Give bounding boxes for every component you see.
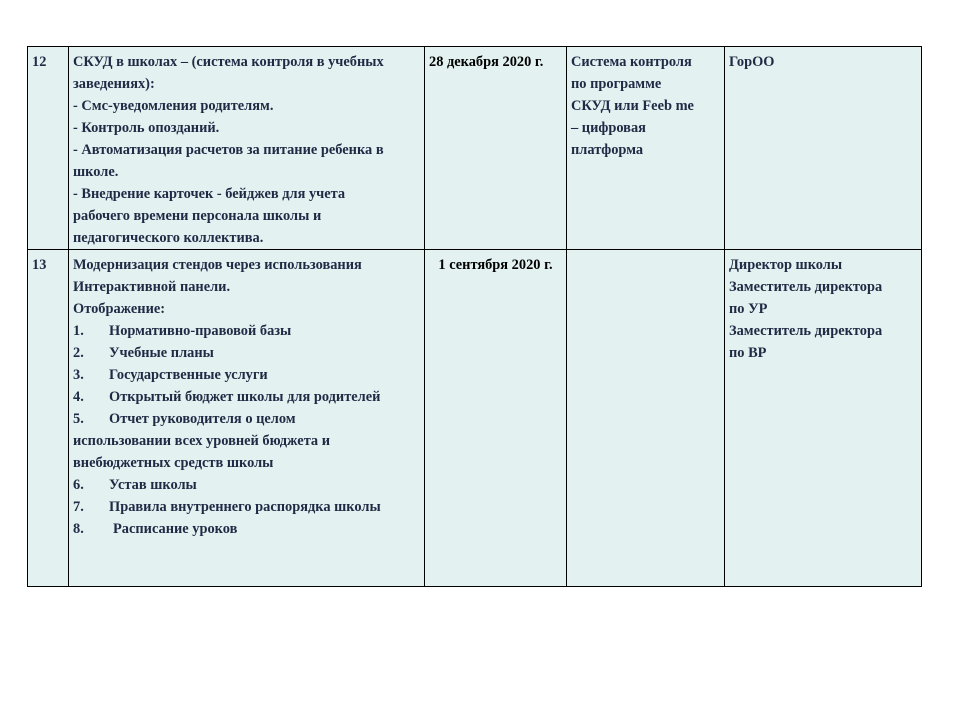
desc-line: - Автоматизация расчетов за питание ребенка в	[73, 142, 384, 158]
responsible-cell	[725, 47, 922, 250]
list-item: 3. Государственные услуги	[73, 367, 268, 383]
table-row	[28, 47, 922, 250]
row-number-cell: 12	[28, 47, 69, 250]
platform-cell	[567, 250, 725, 587]
list-item: 1. Нормативно-правовой базы	[73, 323, 292, 339]
desc-line: - Внедрение карточек - бейджев для учета	[73, 186, 346, 202]
date-cell: 1 сентября 2020 г.	[425, 250, 567, 587]
responsible-line: по УР	[729, 301, 768, 317]
desc-line: - Контроль опозданий.	[73, 120, 220, 136]
list-item: 5. Отчет руководителя о целом	[73, 411, 296, 427]
responsible-line: Заместитель директора	[729, 323, 883, 339]
desc-line: - Смс-уведомления родителям.	[73, 98, 274, 114]
responsible-line: Заместитель директора	[729, 279, 883, 295]
platform-cell	[567, 47, 725, 250]
responsible-line: Директор школы	[729, 257, 843, 273]
row-number-cell: 13	[28, 250, 69, 587]
desc-line: Отображение:	[73, 301, 166, 317]
responsible-line: ГорОО	[729, 54, 775, 70]
date-cell: 28 декабря 2020 г.	[425, 47, 567, 250]
list-item-continuation: внебюджетных средств школы	[73, 455, 274, 471]
list-item: 8. Расписание уроков	[73, 521, 238, 537]
platform-line: Система контроля	[571, 54, 692, 70]
description-cell	[69, 250, 425, 587]
desc-line: рабочего времени персонала школы и	[73, 208, 322, 224]
desc-line: педагогического коллектива.	[73, 230, 264, 246]
desc-line: Интерактивной панели.	[73, 279, 231, 295]
list-item: 2. Учебные планы	[73, 345, 214, 361]
desc-line: заведениях):	[73, 76, 155, 92]
responsible-line: по ВР	[729, 345, 767, 361]
description-cell	[69, 47, 425, 250]
platform-line: – цифровая	[571, 120, 646, 136]
platform-line: по программе	[571, 76, 662, 92]
desc-line: СКУД в школах – (система контроля в учебных	[73, 54, 384, 70]
list-item-continuation: использовании всех уровней бюджета и	[73, 433, 331, 449]
list-item: 7. Правила внутреннего распорядка школы	[73, 499, 381, 515]
list-item: 4. Открытый бюджет школы для родителей	[73, 389, 381, 405]
list-item: 6. Устав школы	[73, 477, 197, 493]
platform-line: платформа	[571, 142, 644, 158]
table-row	[28, 250, 922, 587]
desc-line: школе.	[73, 164, 119, 180]
platform-line: СКУД или Feeb me	[571, 98, 694, 114]
plan-table	[27, 46, 922, 587]
responsible-cell	[725, 250, 922, 587]
desc-line: Модернизация стендов через использования	[73, 257, 362, 273]
